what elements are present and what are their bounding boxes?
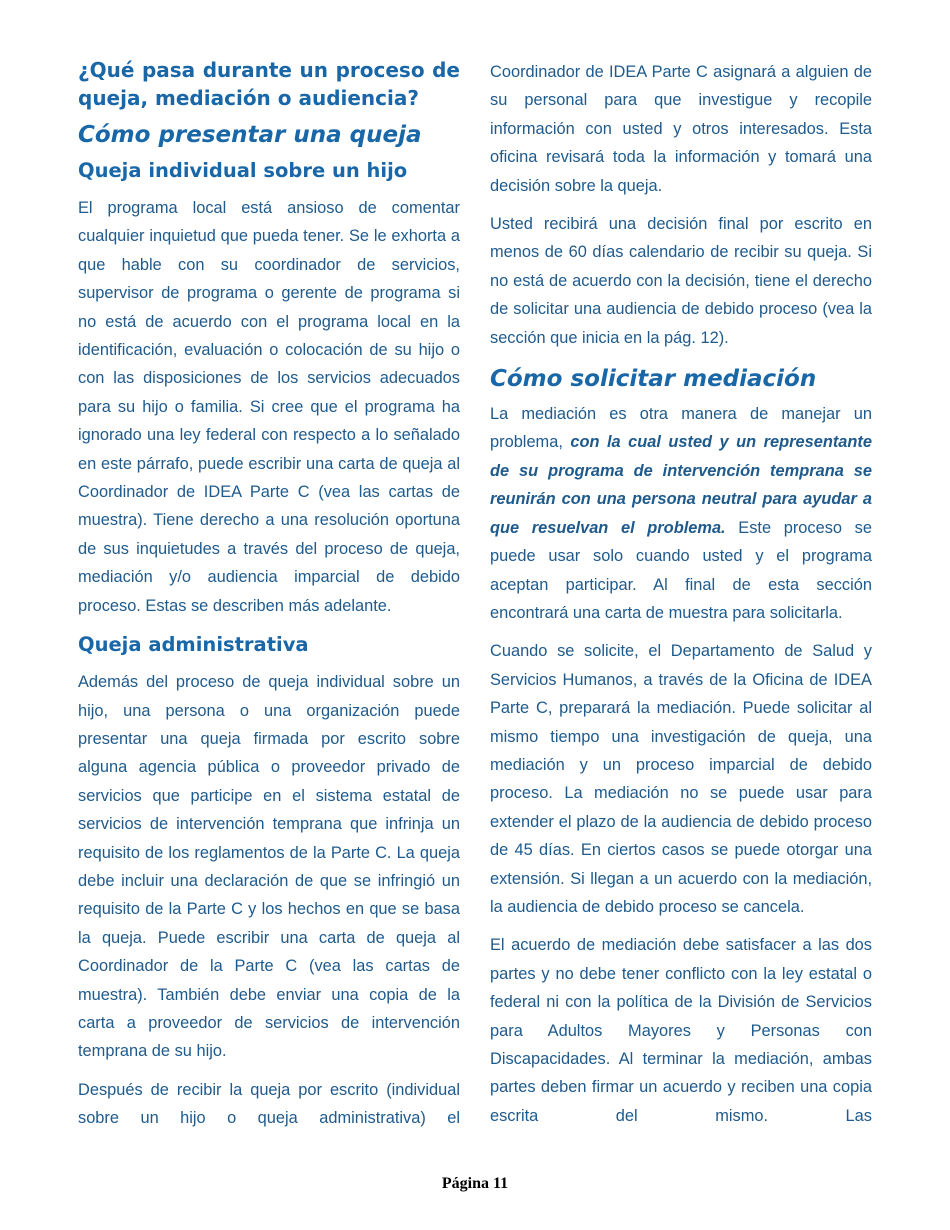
mediacion-end-text: Este proceso se puede usar solo cuando usted y el programa aceptan participar. Al final de esta sección encontrará una carta de muestra para solicitarla. bbox=[490, 518, 872, 622]
section-heading-queja: Cómo presentar una queja bbox=[78, 122, 422, 148]
paragraph-queja-individual: El programa local está ansioso de comentar cualquier inquietud que pueda tener. Se le exhorta a que hable con su coordinador de servicios, supervisor de programa o gerente de programa si no está de acuerdo con el programa local en la identificación, evaluación o colocación de su hijo o con las disposiciones de los servicios adecuados para su hijo o familia. Si cree que el programa ha ignorado una ley federal con respecto a lo señalado en este párrafo, puede escribir una carta de queja al Coordinador de IDEA Parte C (vea las cartas de muestra). Tiene derecho a una resolución oportuna de sus inquietudes a través del proceso de queja, mediación y/o audiencia imparcial de debido proceso. Estas se describen más adelante. bbox=[78, 199, 460, 615]
mediacion-intro-text: La mediación es otra manera de manejar un problema, bbox=[490, 405, 872, 452]
paragraph-despues-queja: Después de recibir la queja por escrito (individual sobre un hijo o queja administrativa) el bbox=[78, 1080, 460, 1128]
paragraph-acuerdo-mediacion: El acuerdo de mediación debe satisfacer a las dos partes y no debe tener conflicto con la ley estatal o federal ni con la política de la División de Servicios para Adultos Mayores y Personas con Discapacidades. Al terminar la mediación, ambas partes deben firmar un acuerdo y reciben una copia escrita del mismo. Las bbox=[490, 936, 872, 1125]
paragraph-decision-final: Usted recibirá una decisión final por escrito en menos de 60 días calendario de recibir su queja. Si no está de acuerdo con la decisión, tiene el derecho de solicitar una audiencia de debido proceso (vea la sección que inicia en la pág. 12). bbox=[490, 215, 872, 347]
page-number: Página 11 bbox=[441, 1175, 509, 1192]
paragraph-mediacion bbox=[490, 400, 872, 627]
left-column bbox=[78, 56, 460, 1143]
mediacion-emphasis-text: con la cual usted y un representante de su programa de intervención temprana se reunirán con una persona neutral para ayudar a que resuelvan el problema. bbox=[490, 433, 872, 537]
section-heading-mediacion: Cómo solicitar mediación bbox=[490, 366, 817, 393]
right-column bbox=[490, 58, 872, 1140]
paragraph-queja-administrativa: Además del proceso de queja individual sobre un hijo, una persona o una organización puede presentar una queja firmada por escrito sobre alguna agencia pública o proveedor privado de servicios que participe en el sistema estatal de servicios de intervención temprana que infrinja un requisito de los reglamentos de la Parte C. La queja debe incluir una declaración de que se infringió un requisito de la Parte C y los hechos en que se basa la queja. Puede escribir una carta de queja al Coordinador de la Parte C (vea las cartas de muestra). También debe enviar una copia de la carta a proveedor de servicios de intervención temprana de su hijo. bbox=[78, 673, 460, 1061]
page-question-heading: ¿Qué pasa durante un proceso de queja, mediación o audiencia? bbox=[78, 58, 460, 110]
paragraph-cuando-se-solicite: Cuando se solicite, el Departamento de Salud y Servicios Humanos, a través de la Oficina de IDEA Parte C, preparará la mediación. Puede solicitar al mismo tiempo una investigación de queja, una mediación y un proceso imparcial de debido proceso. La mediación no se puede usar para extender el plazo de la audiencia de debido proceso de 45 días. En ciertos casos se puede otorgar una extensión. Si llegan a un acuerdo con la mediación, la audiencia de debido proceso se cancela. bbox=[490, 642, 872, 916]
paragraph-coordinador: Coordinador de IDEA Parte C asignará a alguien de su personal para que investigue y recopile información con usted y otros interesados. Esta oficina revisará toda la información y tomará una decisión sobre la queja. bbox=[490, 63, 872, 195]
subheading-queja-administrativa: Queja administrativa bbox=[78, 633, 309, 657]
subheading-queja-individual: Queja individual sobre un hijo bbox=[78, 159, 408, 182]
